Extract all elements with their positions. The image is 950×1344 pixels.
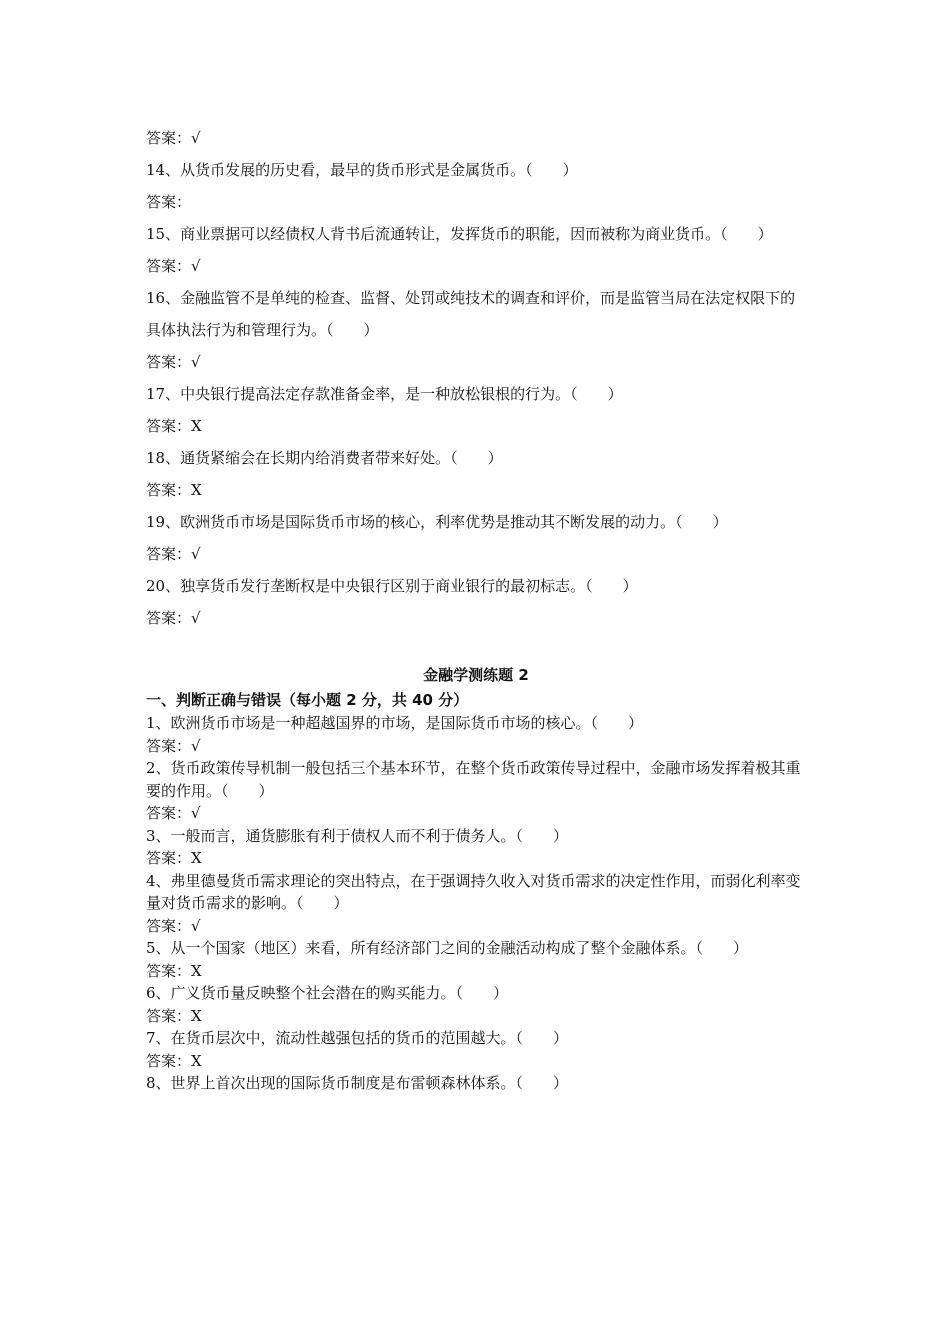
answer-16: 答案：√ — [146, 353, 201, 371]
question-2: 2、货币政策传导机制一般包括三个基本环节，在整个货币政策传导过程中，金融市场发挥着极其重要的作用。（ ） — [146, 759, 801, 800]
question-1: 1、欧洲货币市场是一种超越国界的市场，是国际货币市场的核心。（ ） — [146, 714, 644, 732]
question-15: 15、商业票据可以经债权人背书后流通转让，发挥货币的职能，因而被称为商业货币。（ ） — [146, 225, 773, 243]
answer-3: 答案：X — [146, 849, 202, 867]
page-title: 金融学测练题 2 — [423, 666, 529, 684]
document-page — [146, 122, 806, 1095]
answer-13: 答案：√ — [146, 129, 201, 147]
answer-14: 答案： — [146, 193, 192, 211]
question-8: 8、世界上首次出现的国际货币制度是布雷顿森林体系。（ ） — [146, 1074, 569, 1092]
question-4: 4、弗里德曼货币需求理论的突出特点，在于强调持久收入对货币需求的决定性作用，而弱化利率变量对货币需求的影响。（ ） — [146, 871, 801, 912]
question-6: 6、广义货币量反映整个社会潜在的购买能力。（ ） — [146, 984, 509, 1002]
question-5: 5、从一个国家（地区）来看，所有经济部门之间的金融活动构成了整个金融体系。（ ） — [146, 939, 749, 957]
question-17: 17、中央银行提高法定存款准备金率，是一种放松银根的行为。（ ） — [146, 385, 623, 403]
question-19: 19、欧洲货币市场是国际货币市场的核心，利率优势是推动其不断发展的动力。（ ） — [146, 513, 728, 531]
question-7: 7、在货币层次中，流动性越强包括的货币的范围越大。（ ） — [146, 1029, 569, 1047]
section-1 — [146, 122, 806, 634]
answer-6: 答案：X — [146, 1006, 202, 1025]
section-2 — [146, 662, 806, 1095]
answer-18: 答案：X — [146, 481, 202, 499]
section-heading: 一、判断正确与错误（每小题 2 分，共 40 分） — [146, 691, 469, 709]
section-gap — [146, 634, 806, 662]
question-20: 20、独享货币发行垄断权是中央银行区别于商业银行的最初标志。（ ） — [146, 577, 638, 595]
answer-17: 答案：X — [146, 417, 202, 435]
answer-7: 答案：X — [146, 1051, 202, 1070]
answer-15: 答案：√ — [146, 257, 201, 275]
answer-4: 答案：√ — [146, 916, 201, 935]
answer-19: 答案：√ — [146, 545, 201, 563]
question-14: 14、从货币发展的历史看，最早的货币形式是金属货币。（ ） — [146, 161, 578, 179]
answer-5: 答案：X — [146, 961, 202, 980]
answer-20: 答案：√ — [146, 609, 201, 627]
answer-1: 答案：√ — [146, 736, 201, 755]
question-16: 16、金融监管不是单纯的检查、监督、处罚或纯技术的调查和评价，而是监管当局在法定权限下的具体执法行为和管理行为。（ ） — [146, 289, 796, 339]
answer-2: 答案：√ — [146, 804, 201, 822]
question-18: 18、通货紧缩会在长期内给消费者带来好处。（ ） — [146, 449, 503, 467]
question-3: 3、一般而言，通货膨胀有利于债权人而不利于债务人。（ ） — [146, 826, 569, 845]
